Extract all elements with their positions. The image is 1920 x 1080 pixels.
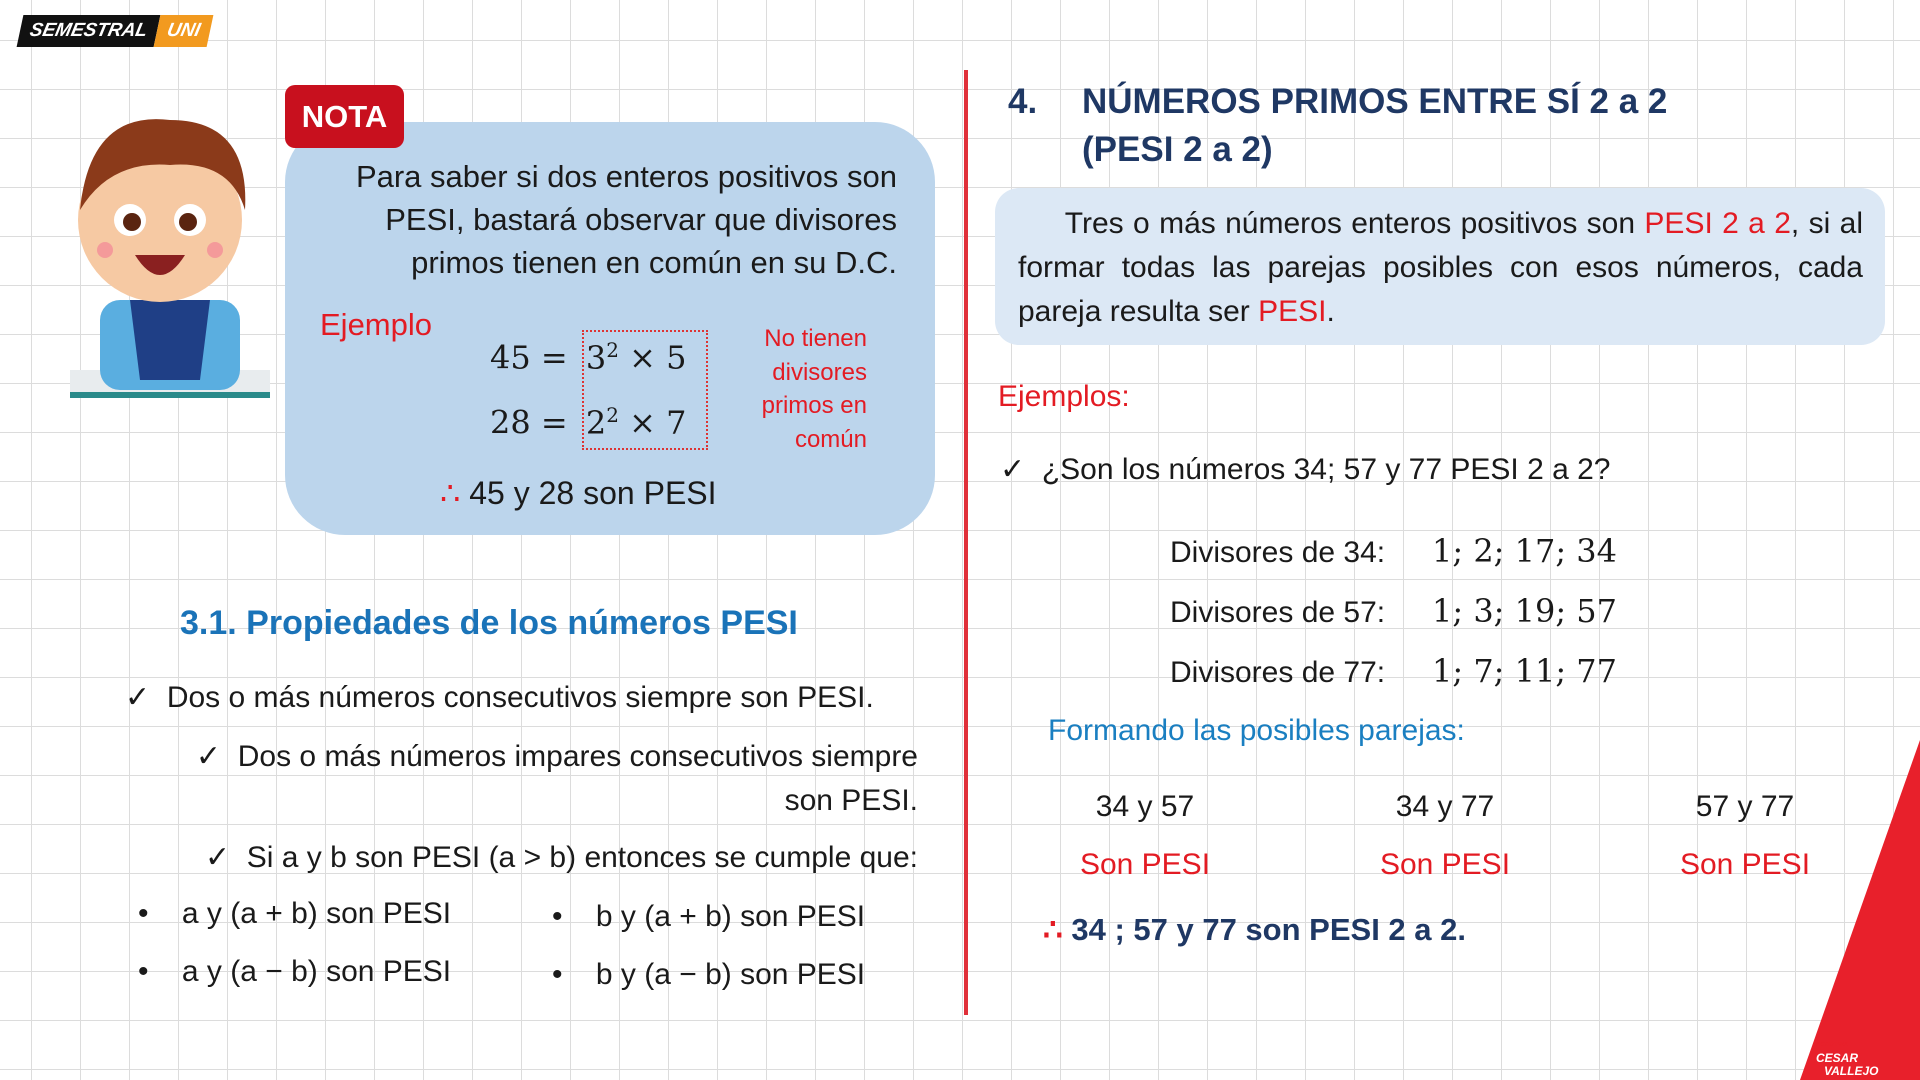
properties-heading: 3.1. Propiedades de los números PESI [180, 604, 798, 642]
side-note-line: divisores [772, 358, 867, 386]
check-icon: ✓ [125, 681, 151, 714]
eq-rest: × 5 [618, 338, 687, 377]
eq-rest: × 7 [618, 403, 687, 442]
note-text: Para saber si dos enteros positivos son PESI, bastará observar que divisores primos tienen en común en su D.C. [355, 159, 897, 280]
pair-label: 34 y 77 [1395, 790, 1495, 823]
divisor-label: Divisores de 57: [1170, 596, 1386, 629]
eq-left: 45 = [490, 338, 568, 377]
pair-item [1345, 778, 1545, 894]
property-text: Dos o más números consecutivos siempre son PESI. [166, 681, 874, 714]
section-title [1008, 78, 1668, 169]
logo-top: ACADEMIA [1816, 1042, 1849, 1048]
conclusion-text: 45 y 28 son PESI [469, 475, 717, 511]
pairs-row [1045, 778, 1845, 894]
eq-base: 2 [585, 403, 607, 442]
def-text: , si al formar todas las parejas posibles con esos números, cada pareja resulta ser [1018, 207, 1863, 328]
red-corner-decoration [1800, 740, 1920, 1080]
divisor-label: Divisores de 34: [1170, 536, 1386, 569]
property-text: Dos o más números impares consecutivos siempre [237, 740, 918, 773]
bullet-item: • b y (a − b) son PESI [552, 958, 866, 991]
title-lines [1082, 78, 1667, 174]
check-icon: ✓ [1000, 453, 1026, 486]
property-text: Si a y b son PESI (a > b) entonces se cumple que: [246, 841, 918, 874]
property-text: son PESI. [784, 784, 918, 817]
definition-text [1018, 202, 1863, 334]
divisor-values: 1; 3; 19; 57 [1432, 592, 1618, 630]
note-badge: NOTA [285, 85, 404, 148]
side-note-line: primos en [761, 392, 867, 419]
property-item [196, 735, 918, 823]
boy-character-illustration [60, 80, 300, 500]
side-note-line: No tienen [764, 325, 867, 352]
divisors-list [1170, 522, 1617, 702]
final-conclusion [1043, 912, 1466, 948]
example-label: Ejemplo [320, 307, 432, 342]
divisor-values: 1; 2; 17; 34 [1432, 532, 1618, 570]
conclusion-text: 34 ; 57 y 77 son PESI 2 a 2. [1071, 912, 1466, 947]
bullet-item: • a y (a − b) son PESI [138, 955, 452, 988]
pair-label: 57 y 77 [1695, 790, 1795, 823]
property-item [125, 676, 874, 720]
bullet-text: b y (a + b) son PESI [595, 900, 866, 933]
brand-right: UNI [154, 15, 214, 47]
def-highlight: PESI [1258, 295, 1327, 328]
side-note [762, 322, 867, 456]
side-note-line: común [794, 425, 867, 453]
divisor-row [1170, 522, 1617, 582]
eq-exp: 2 [606, 338, 619, 362]
bullet-item: • a y (a + b) son PESI [138, 897, 452, 930]
eq-base: 3 [585, 338, 607, 377]
forming-pairs-label: Formando las posibles parejas: [1048, 714, 1465, 747]
divisor-label: Divisores de 77: [1170, 656, 1386, 689]
def-highlight: PESI 2 a 2 [1644, 207, 1791, 240]
therefore-icon: ∴ [440, 475, 461, 511]
bullet-item: • b y (a + b) son PESI [552, 900, 866, 933]
therefore-icon: ∴ [1043, 912, 1063, 947]
eq-exp: 2 [606, 403, 619, 427]
bullet-text: a y (a + b) son PESI [181, 897, 452, 930]
bullet-text: a y (a − b) son PESI [181, 955, 452, 988]
semestral-uni-logo [17, 15, 214, 47]
divisor-row [1170, 582, 1617, 642]
section-number: 4. [1008, 82, 1038, 121]
pair-result: Son PESI [1079, 848, 1211, 881]
pair-label: 34 y 57 [1095, 790, 1195, 823]
dotted-highlight-box [582, 330, 708, 450]
def-text: Tres o más números enteros positivos son [1064, 207, 1645, 240]
eq-left: 28 = [490, 403, 568, 442]
divisor-row [1170, 642, 1617, 702]
check-icon: ✓ [204, 841, 231, 874]
pair-result: Son PESI [1379, 848, 1511, 881]
title-line: (PESI 2 a 2) [1082, 130, 1273, 169]
question-text: ¿Son los números 34; 57 y 77 PESI 2 a 2? [1041, 453, 1611, 486]
examples-label: Ejemplos: [998, 380, 1130, 413]
note-conclusion [440, 474, 717, 512]
example-question [1000, 452, 1610, 487]
brand-left: SEMESTRAL [17, 15, 161, 47]
pair-result: Son PESI [1679, 848, 1811, 881]
divider-line [964, 70, 968, 1015]
bullet-text: b y (a − b) son PESI [595, 958, 866, 991]
property-item [205, 836, 918, 880]
logo-line: VALLEJO [1820, 1065, 1882, 1078]
pair-item [1045, 778, 1245, 894]
logo-line: CESAR [1812, 1052, 1862, 1065]
cesar-vallejo-logo [1812, 1036, 1882, 1078]
check-icon: ✓ [195, 740, 222, 773]
divisor-values: 1; 7; 11; 77 [1432, 652, 1618, 690]
title-line: NÚMEROS PRIMOS ENTRE SÍ 2 a 2 [1082, 82, 1668, 121]
def-text: . [1326, 295, 1335, 328]
